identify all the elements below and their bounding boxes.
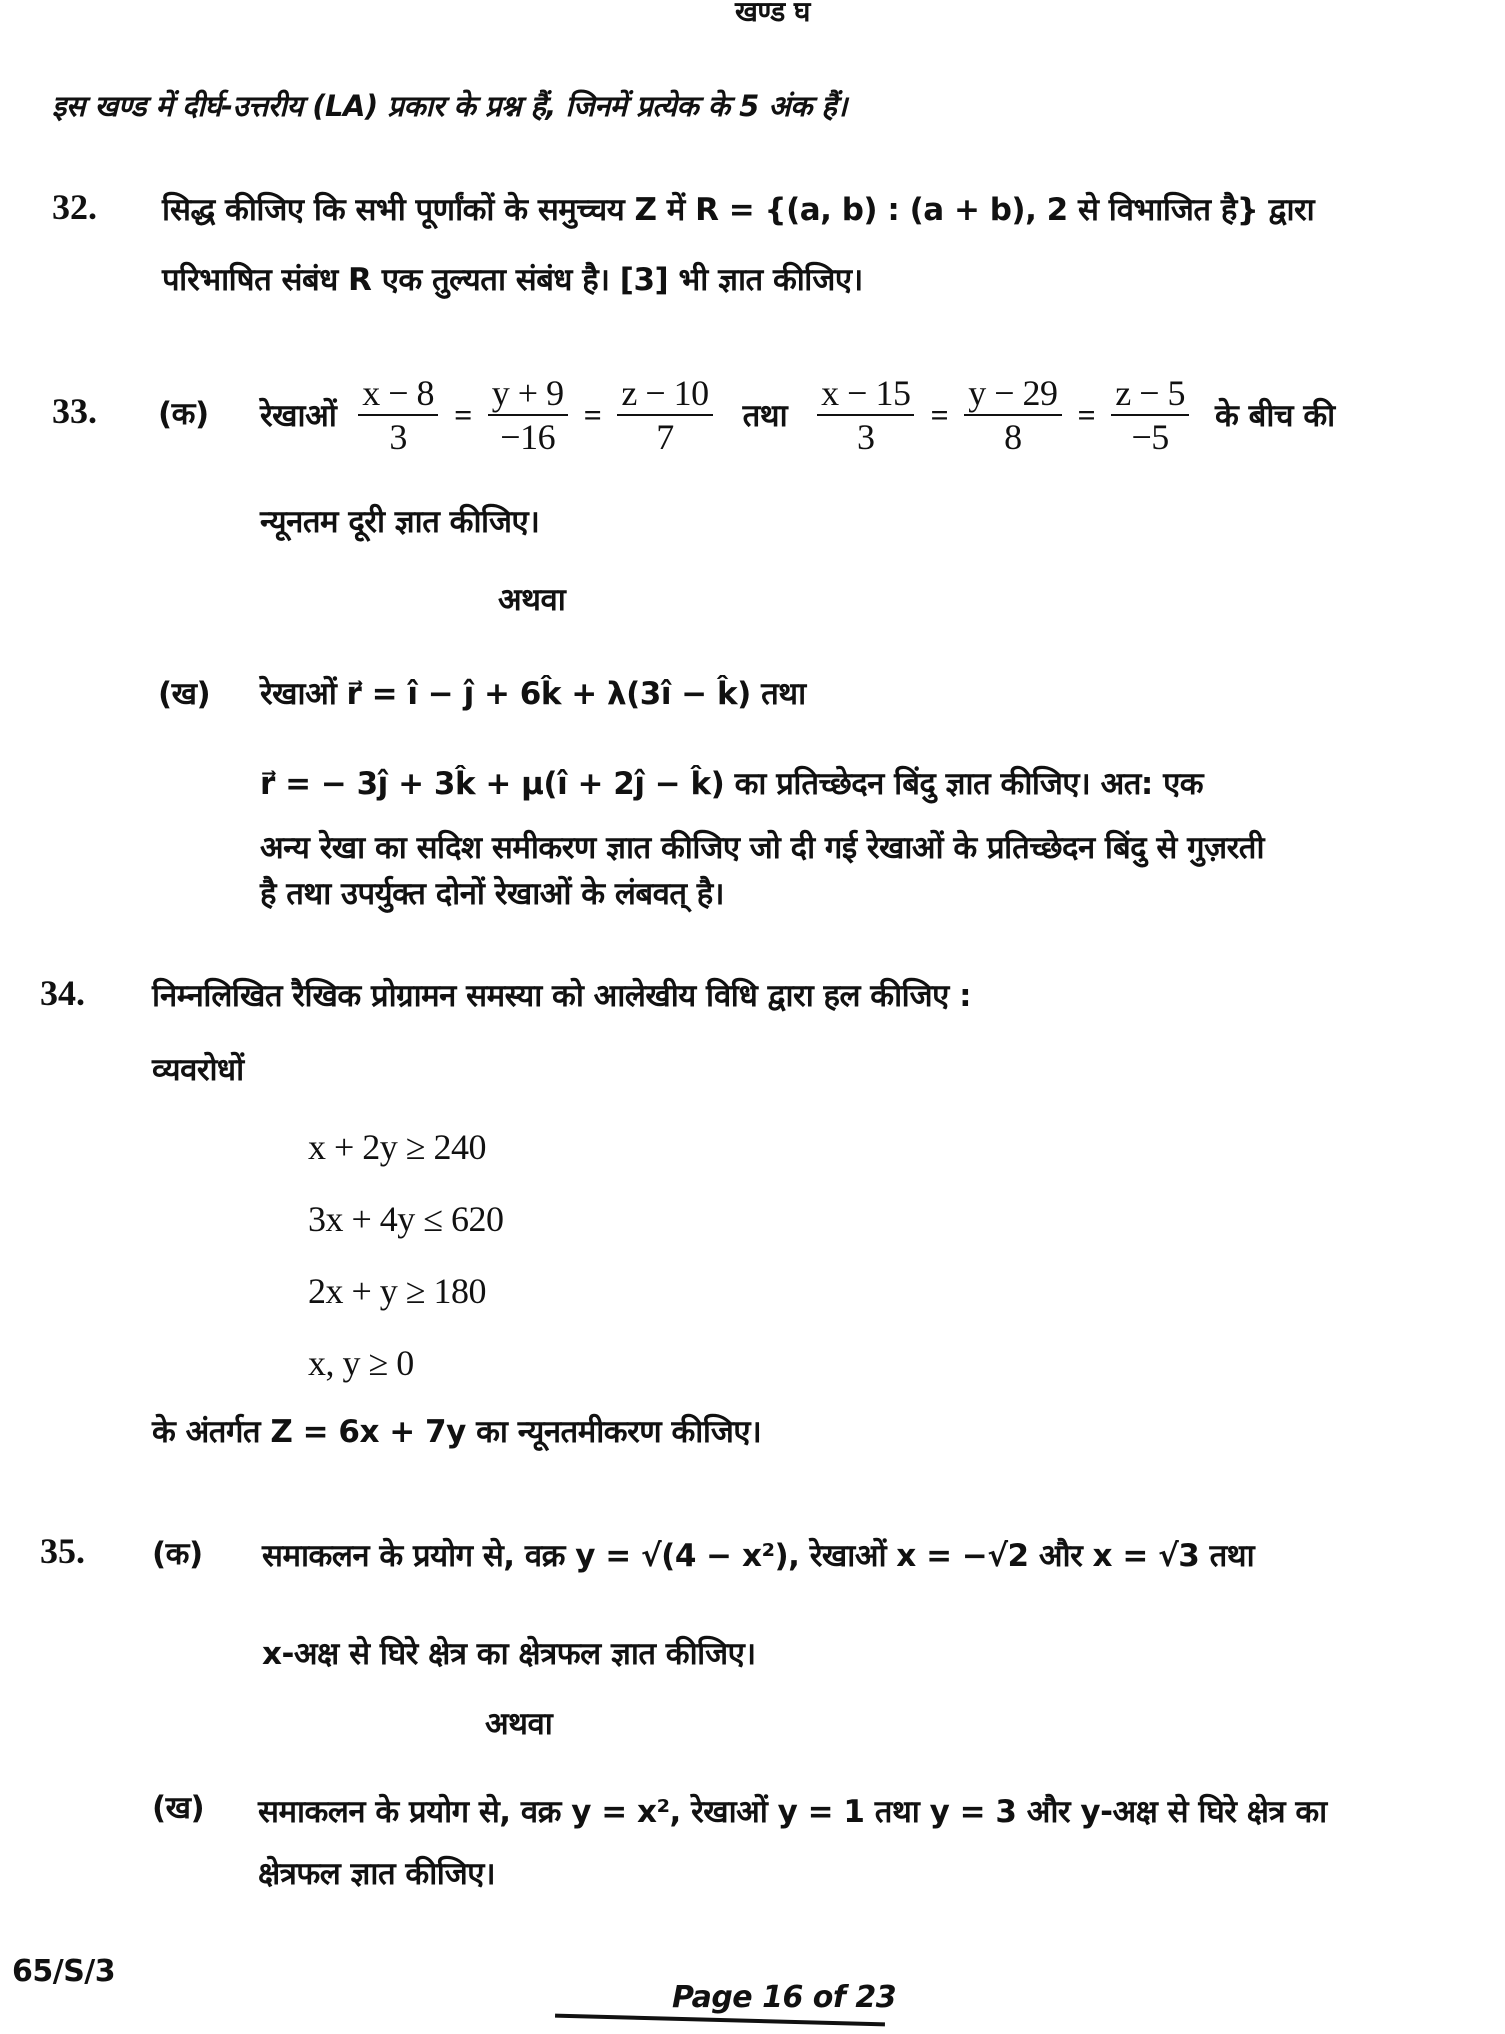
- fraction: [358, 372, 438, 458]
- equals-sign: =: [583, 396, 602, 433]
- constraint-4: x, y ≥ 0: [308, 1343, 414, 1383]
- q35-a-line1: समाकलन के प्रयोग से, वक्र y = √(4 − x²), रेखाओं x = −√2 और x = √3 तथा: [262, 1538, 1255, 1574]
- or-separator: अथवा: [485, 1706, 553, 1742]
- q35-b-line2: क्षेत्रफल ज्ञात कीजिए।: [258, 1856, 496, 1892]
- section-title: खण्ड घ: [735, 0, 810, 28]
- q33-a-suffix: के बीच की: [1215, 398, 1335, 434]
- fraction: [488, 372, 568, 458]
- constraint-1: x + 2y ≥ 240: [308, 1127, 487, 1167]
- paper-code: 65/S/3: [12, 1954, 116, 1989]
- question-number-32: 32.: [52, 187, 97, 227]
- fraction-part: x − 15: [817, 372, 914, 416]
- fraction-part: y − 29: [964, 372, 1061, 416]
- question-number-33: 33.: [52, 391, 97, 431]
- q35-a-line2: x-अक्ष से घिरे क्षेत्र का क्षेत्रफल ज्ञात कीजिए।: [262, 1636, 756, 1672]
- equals-sign: =: [1077, 396, 1096, 433]
- fraction-part: x − 8: [358, 372, 438, 416]
- constraint-2: 3x + 4y ≤ 620: [308, 1199, 504, 1239]
- fraction: [1111, 372, 1189, 458]
- q33-a-equation: [260, 372, 1335, 458]
- q33-a-and: तथा: [742, 398, 788, 434]
- q33-option-b-label: (ख): [158, 676, 211, 712]
- q33-option-a-label: (क): [158, 396, 209, 432]
- q32-line2: परिभाषित संबंध R एक तुल्यता संबंध है। [3] भी ज्ञात कीजिए।: [162, 262, 863, 298]
- page-number: Page 16 of 23: [672, 1980, 897, 2015]
- q34-line1: निम्नलिखित रैखिक प्रोग्रामन समस्या को आलेखीय विधि द्वारा हल कीजिए :: [152, 978, 971, 1014]
- q33-a-prefix: रेखाओं: [260, 398, 337, 434]
- q33-b-line2: r⃗ = − 3ĵ + 3k̂ + μ(î + 2ĵ − k̂) का प्रतिच्छेदन बिंदु ज्ञात कीजिए। अत: एक: [260, 766, 1204, 802]
- q33-a-line2: न्यूनतम दूरी ज्ञात कीजिए।: [260, 504, 540, 540]
- q35-option-b-label: (ख): [152, 1790, 205, 1826]
- or-separator: अथवा: [498, 582, 566, 618]
- q34-objective: के अंतर्गत Z = 6x + 7y का न्यूनतमीकरण कीजिए।: [152, 1414, 762, 1450]
- constraint-3: 2x + y ≥ 180: [308, 1271, 487, 1311]
- section-instructions: इस खण्ड में दीर्घ-उत्तरीय (LA) प्रकार के प्रश्न हैं, जिनमें प्रत्येक के 5 अंक हैं।: [52, 89, 847, 123]
- fraction-part: −5: [1131, 417, 1169, 457]
- fraction-part: −16: [500, 417, 556, 457]
- fraction-part: 3: [857, 417, 875, 457]
- equals-sign: =: [930, 396, 949, 433]
- q34-constraints-label: व्यवरोधों: [152, 1052, 244, 1088]
- q35-option-a-label: (क): [152, 1536, 203, 1572]
- fraction-part: z − 10: [617, 372, 712, 416]
- fraction-part: 7: [656, 417, 674, 457]
- q32-line1: सिद्ध कीजिए कि सभी पूर्णांकों के समुच्चय Z में R = {(a, b) : (a + b), 2 से विभाजित है} द्वारा: [162, 192, 1315, 228]
- equals-sign: =: [454, 396, 472, 433]
- fraction: [817, 372, 914, 458]
- fraction-part: y + 9: [488, 372, 568, 416]
- fraction: [964, 372, 1061, 458]
- fraction-part: 3: [389, 417, 407, 457]
- q33-b-line4: है तथा उपर्युक्त दोनों रेखाओं के लंबवत् है।: [260, 876, 724, 912]
- fraction: [617, 372, 712, 458]
- question-number-34: 34.: [40, 973, 85, 1013]
- fraction-part: z − 5: [1111, 372, 1189, 416]
- q33-b-line3: अन्य रेखा का सदिश समीकरण ज्ञात कीजिए जो दी गई रेखाओं के प्रतिच्छेदन बिंदु से गुज़रती: [260, 830, 1265, 866]
- footer-underline: [555, 2014, 885, 2027]
- fraction-part: 8: [1004, 417, 1022, 457]
- q35-b-line1: समाकलन के प्रयोग से, वक्र y = x², रेखाओं y = 1 तथा y = 3 और y-अक्ष से घिरे क्षेत्र का: [258, 1794, 1327, 1830]
- q33-b-line1: रेखाओं r⃗ = î − ĵ + 6k̂ + λ(3î − k̂) तथा: [260, 676, 806, 712]
- question-number-35: 35.: [40, 1531, 85, 1571]
